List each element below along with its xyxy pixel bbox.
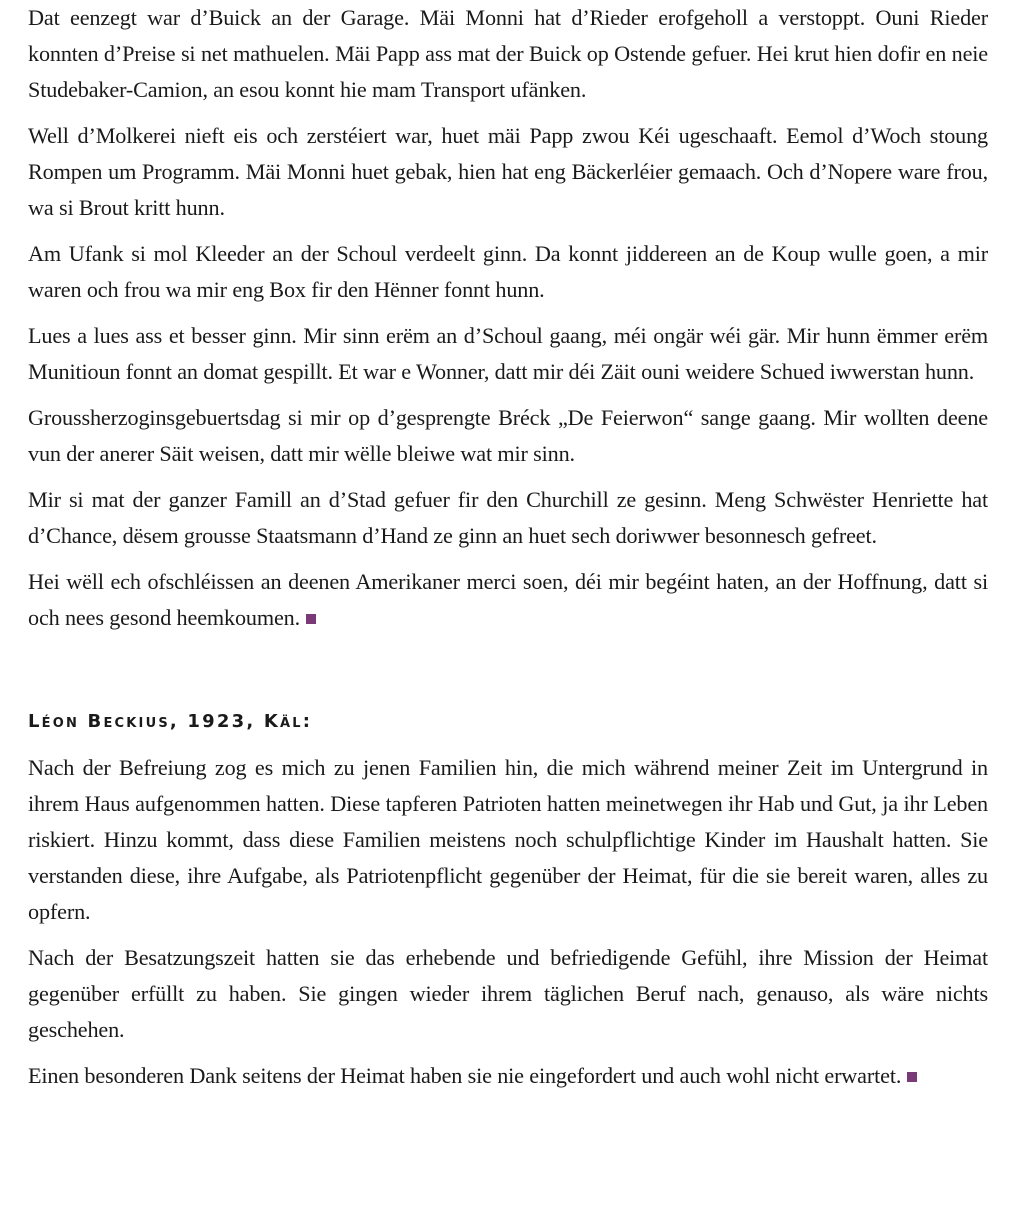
paragraph-last	[28, 564, 988, 636]
paragraph: Nach der Besatzungszeit hatten sie das erhebende und befriedigende Gefühl, ihre Mission der Heimat gegenüber erfüllt zu haben. Sie gingen wieder ihrem täglichen Beruf nach, genauso, als wäre nichts geschehen.	[28, 945, 988, 1042]
paragraph: Mir si mat der ganzer Famill an d’Stad gefuer fir den Churchill ze gesinn. Meng Schwëster Henriette hat d’Chance, dësem grousse Staatsmann d’Hand ze ginn an huet sech doriwwer besonnesch gefreet.	[28, 487, 988, 548]
book-page	[28, 0, 988, 1104]
paragraph-last	[28, 1058, 988, 1094]
paragraph: Lues a lues ass et besser ginn. Mir sinn erëm an d’Schoul gaang, méi ongär wéi gär. Mir hunn ëmmer erëm Munitioun fonnt an domat gespillt. Et war e Wonner, datt mir déi Zäit ouni weidere Schued iwwerstan hunn.	[28, 323, 988, 384]
end-of-article-square-icon	[306, 614, 316, 624]
paragraph-text: Einen besonderen Dank seitens der Heimat haben sie nie eingefordert und auch wohl nicht erwartet.	[28, 1063, 902, 1088]
paragraph: Dat eenzegt war d’Buick an der Garage. Mäi Monni hat d’Rieder erofgeholl a verstoppt. Ouni Rieder konnten d’Preise si net mathuelen. Mäi Papp ass mat der Buick op Ostende gefuer. Hei krut hien dofir en neie Studebaker-Camion, an esou konnt hie mam Transport ufänken.	[28, 5, 988, 102]
paragraph: Groussherzoginsgebuertsdag si mir op d’gesprengte Bréck „De Feierwon“ sange gaang. Mir wollten deene vun der anerer Säit weisen, datt mir wëlle bleiwe wat mir sinn.	[28, 405, 988, 466]
paragraph: Well d’Molkerei nieft eis och zerstéiert war, huet mäi Papp zwou Kéi ugeschaaft. Eemol d’Woch stoung Rompen um Programm. Mäi Monni huet gebak, hien hat eng Bäckerléier gemaach. Och d’Nopere ware frou, wa si Brout kritt hunn.	[28, 123, 988, 220]
section-heading: Léon Beckius, 1923, Käl:	[28, 711, 313, 732]
paragraph-text: Hei wëll ech ofschléissen an deenen Amerikaner merci soen, déi mir begéint haten, an der Hoffnung, datt si och nees gesond heemkoumen.	[28, 569, 988, 630]
paragraph: Am Ufank si mol Kleeder an der Schoul verdeelt ginn. Da konnt jiddereen an de Koup wulle goen, a mir waren och frou wa mir eng Box fir den Hënner fonnt hunn.	[28, 241, 988, 302]
section-beckius-testimony	[28, 708, 988, 1094]
end-of-article-square-icon	[907, 1072, 917, 1082]
section-luxembourgish-testimony	[28, 0, 988, 636]
paragraph: Nach der Befreiung zog es mich zu jenen Familien hin, die mich während meiner Zeit im Untergrund in ihrem Haus aufgenommen hatten. Diese tapferen Patrioten hatten meinetwegen ihr Hab und Gut, ja ihr Leben riskiert. Hinzu kommt, dass diese Familien meistens noch schulpflichtige Kinder im Haushalt hatten. Sie verstanden diese, ihre Aufgabe, als Patriotenpflicht gegenüber der Heimat, für die sie bereit waren, alles zu opfern.	[28, 755, 988, 924]
